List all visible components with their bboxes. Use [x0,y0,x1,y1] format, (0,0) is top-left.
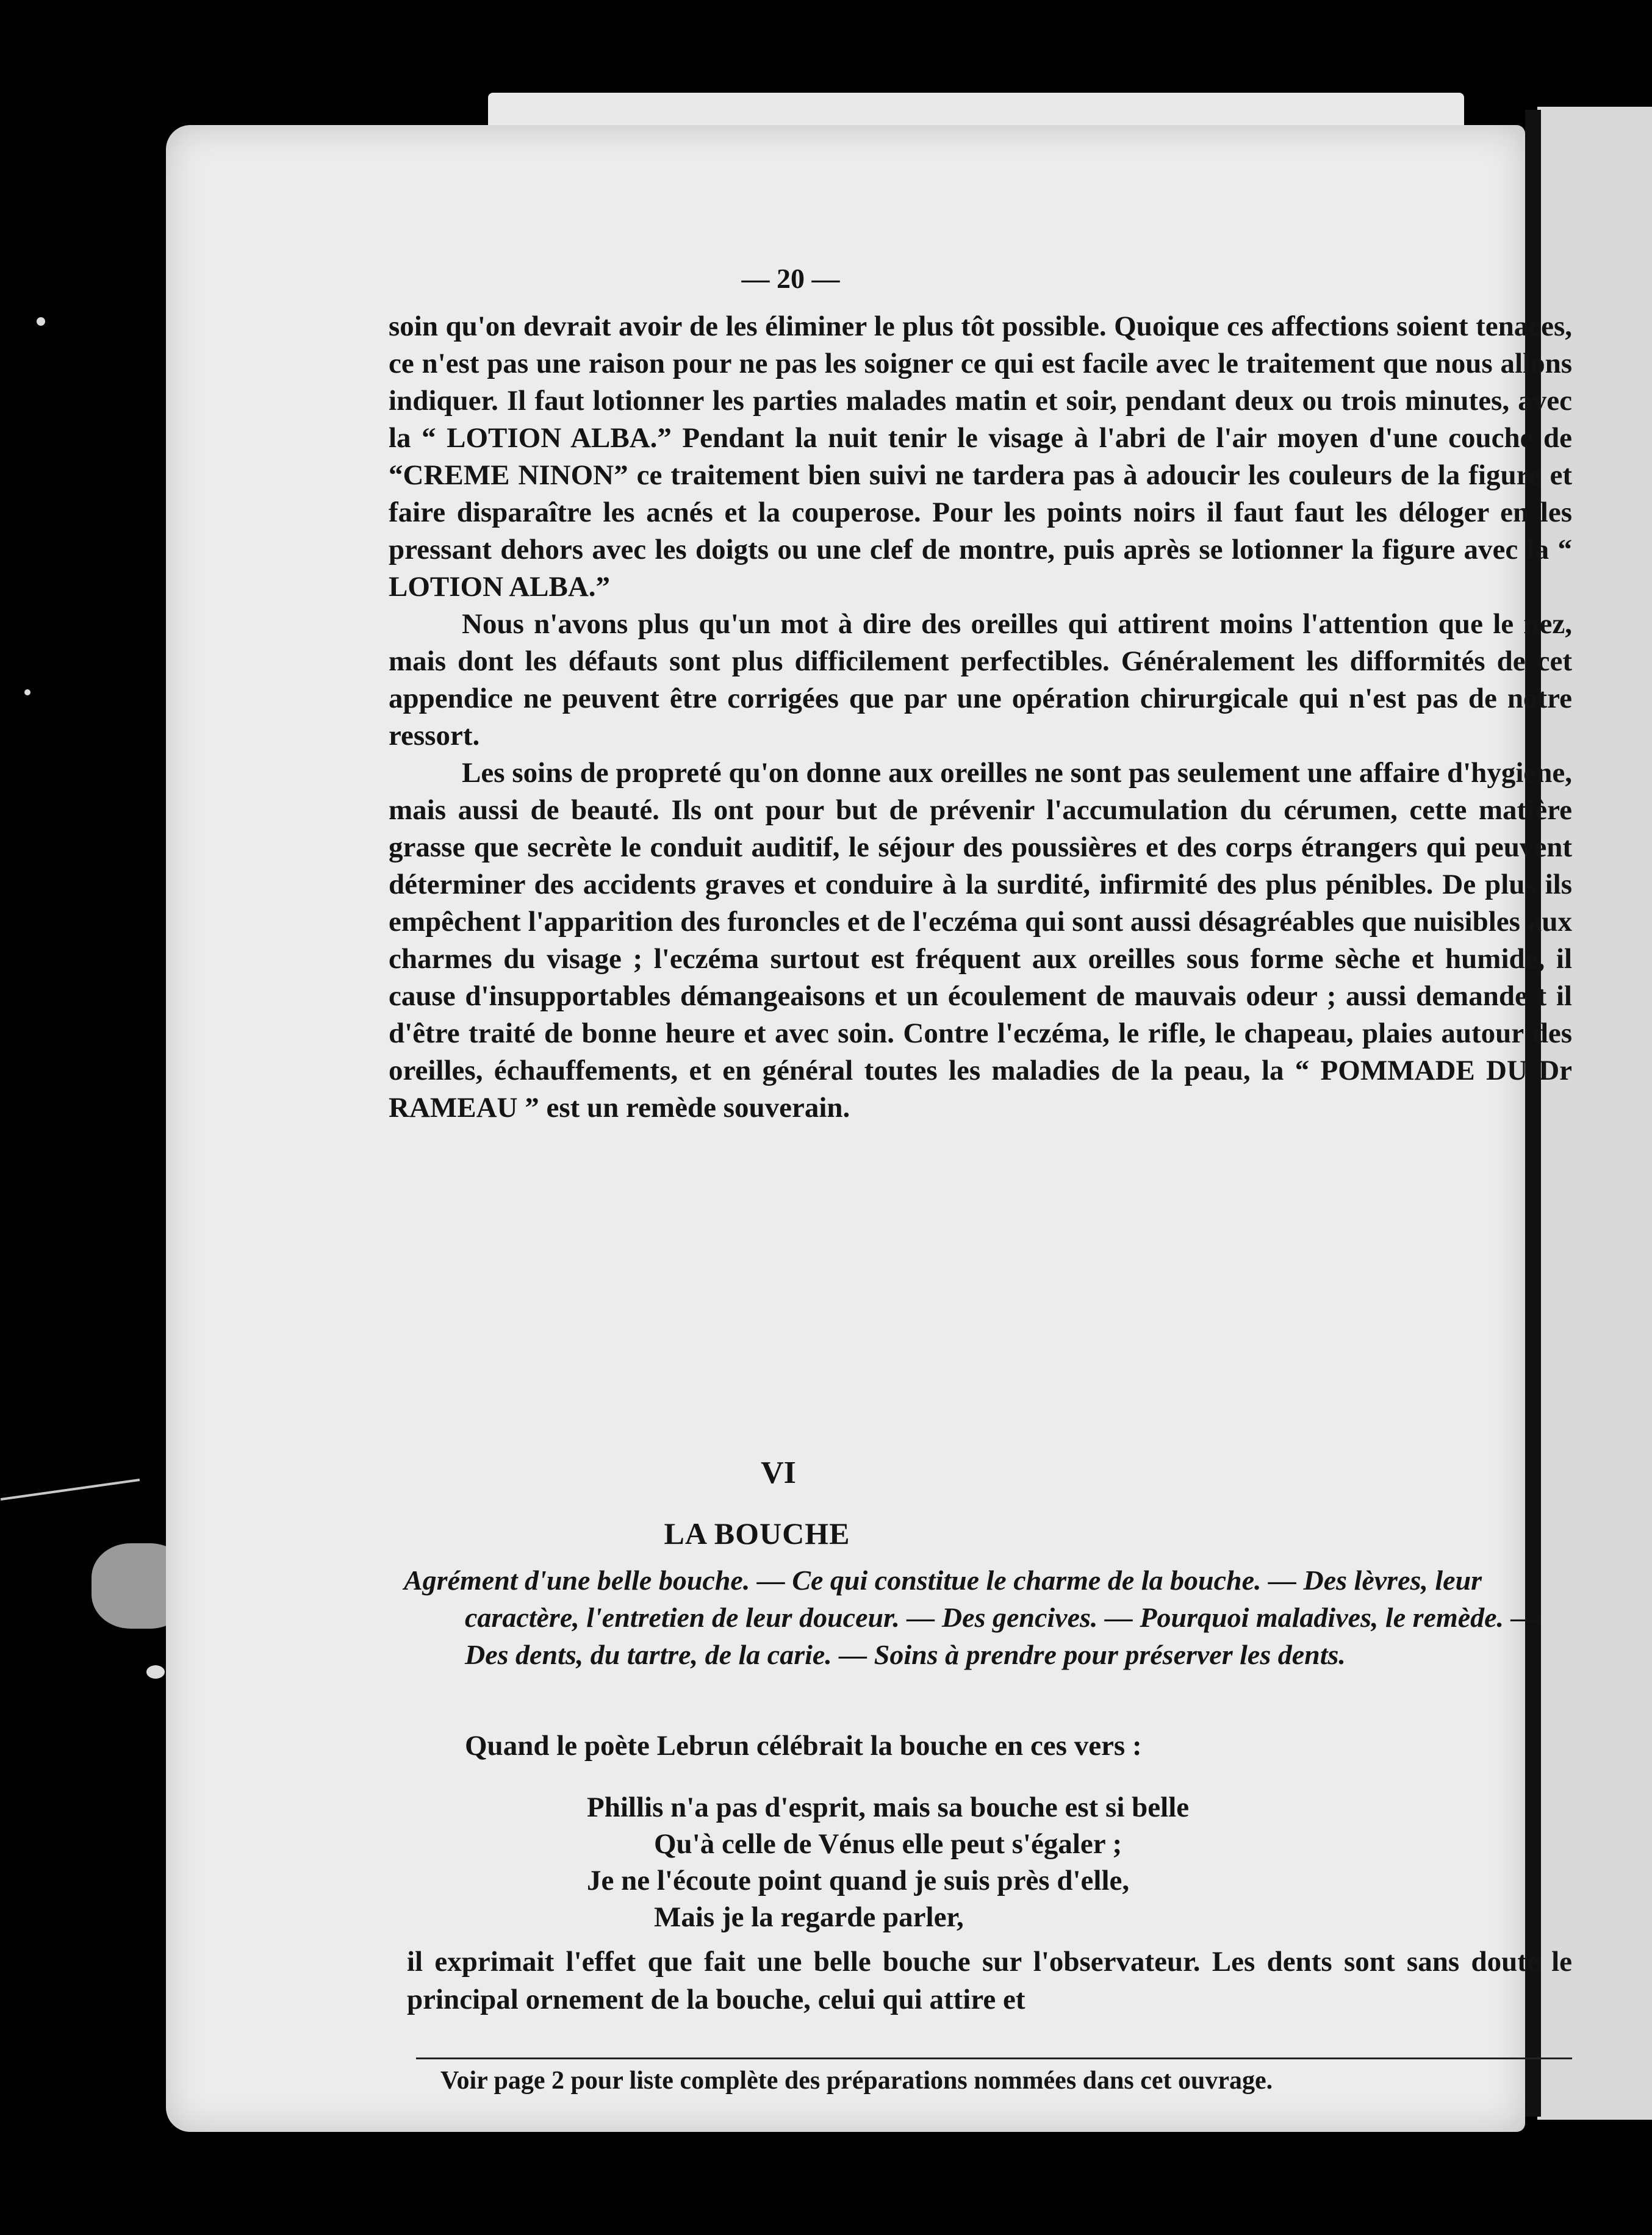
verse-line: Qu'à celle de Vénus elle peut s'égaler ; [654,1828,1122,1860]
paragraph: Nous n'avons plus qu'un mot à dire des oreilles qui attirent moins l'attention que le nez, mais dont les défauts sont plus difficilement perfectibles. Généralement les difformités de cet appendice ne peuvent être corrigées que par une opération chirurgicale qui n'est pas de notre ressort. [389,608,1572,752]
body-text [389,308,1572,1127]
verse-line: Je ne l'écoute point quand je suis près d'elle, [587,1865,1130,1896]
section-summary [404,1562,1563,1673]
closing-paragraph: il exprimait l'effet que fait une belle bouche sur l'observateur. Les dents sont sans doute le principal ornement de la bouche, celui qui attire et [407,1946,1572,2015]
verse-intro: Quand le poète Lebrun célébrait la bouche en ces vers : [465,1730,1142,1762]
page-number: — 20 — [741,263,840,294]
verse-block [587,1789,1189,1935]
film-speck [24,689,31,695]
document-page [166,125,1572,2132]
film-speck [146,1665,165,1679]
footer-note: Voir page 2 pour liste complète des préparations nommées dans cet ouvrage. [440,2067,1273,2095]
summary-text: Agrément d'une belle bouche. — Ce qui constitue le charme de la bouche. — Des lèvres, leur caractère, l'entretien de leur douceur. — Des gencives. — Pourquoi maladives, le remède. — Des dents, du tartre, de la carie. — Soins à prendre pour préserver les dents. [404,1565,1539,1670]
section-title: LA BOUCHE [664,1516,850,1551]
film-speck [37,317,45,326]
paragraph: soin qu'on devrait avoir de les éliminer le plus tôt possible. Quoique ces affections soient tenaces, ce n'est pas une raison pour ne pas les soigner ce qui est facile avec le traitement que nous allons indiquer. Il faut lotionner les parties malades matin et soir, pendant deux ou trois minutes, avec la “ LOTION ALBA.” Pendant la nuit tenir le visage à l'abri de l'air moyen d'une couche de “CREME NINON” ce traitement bien suivi ne tardera pas à adoucir les couleurs de la figure et faire disparaître les acnés et la couperose. Pour les points noirs il faut faut les déloger en les pressant dehors avec les doigts ou une clef de montre, puis après se lotionner la figure avec la “ LOTION ALBA.” [389,310,1572,603]
section-number: VI [761,1455,796,1490]
paragraph: Les soins de propreté qu'on donne aux oreilles ne sont pas seulement une affaire d'hygiène, mais aussi de beauté. Ils ont pour but de prévenir l'accumulation du cérumen, cette matière grasse que secrète le conduit auditif, le séjour des poussières et des corps étrangers qui peuvent déterminer des accidents graves et conduire à la surdité, infirmité des plus pénibles. De plus ils empêchent l'apparition des furoncles et de l'eczéma qui sont aussi désagréables que nuisibles aux charmes du visage ; l'eczéma surtout est fréquent aux oreilles sous forme sèche et humide, il cause d'insupportables démangeaisons et un écoulement de mauvais odeur ; aussi demande-t il d'être traité de bonne heure et avec soin. Contre l'eczéma, le rifle, le chapeau, plaies autour des oreilles, échauffements, et en général toutes les maladies de la peau, la “ POMMADE DU Dr RAMEAU ” est un remède souverain. [389,757,1572,1124]
verse-line: Mais je la regarde parler, [654,1901,964,1933]
verse-line: Phillis n'a pas d'esprit, mais sa bouche est si belle [587,1792,1190,1823]
footer-divider [416,2057,1572,2059]
film-border-top [0,0,1652,85]
